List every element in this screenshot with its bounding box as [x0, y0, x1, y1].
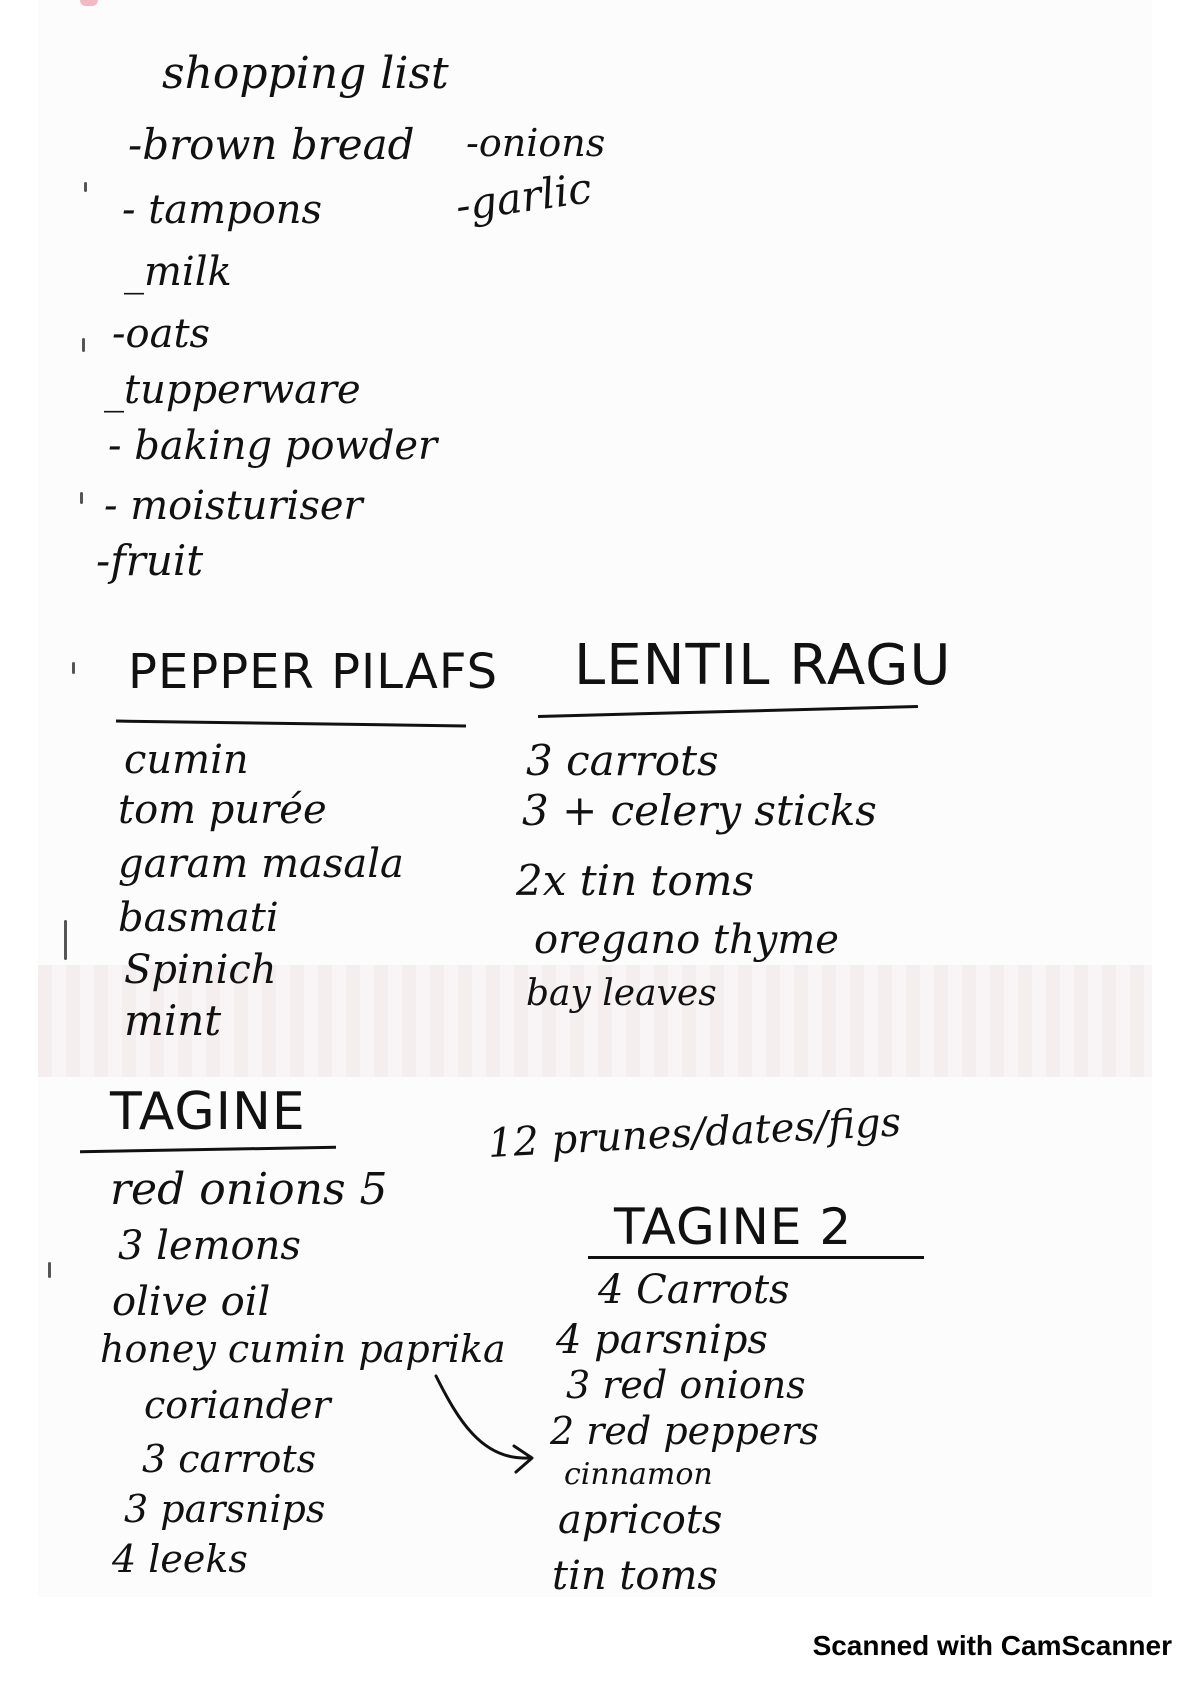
list-item: _tupperware	[104, 367, 361, 413]
camscanner-watermark: Scanned with CamScanner	[812, 1630, 1172, 1661]
list-item: mint	[124, 996, 222, 1045]
list-item: garam masala	[118, 841, 404, 887]
list-item: _milk	[124, 249, 232, 295]
list-item: basmati	[118, 895, 279, 941]
list-item: Spinich	[124, 947, 277, 993]
list-item: - tampons	[122, 187, 323, 233]
list-item: cinnamon	[564, 1457, 713, 1492]
list-item: honey cumin paprika	[100, 1327, 506, 1371]
list-item: 3 lemons	[118, 1223, 301, 1269]
list-item: tin toms	[552, 1553, 718, 1599]
list-item: 3 parsnips	[124, 1487, 326, 1531]
list-item: - baking powder	[108, 423, 438, 469]
tagine-2-title: TAGINE 2	[614, 1198, 853, 1256]
list-item: - moisturiser	[104, 483, 363, 529]
list-item: 4 parsnips	[556, 1317, 768, 1363]
list-item: 3 + celery sticks	[522, 786, 877, 835]
prunes-note: 12 prunes/dates/figs	[486, 1099, 903, 1167]
list-item: -onions	[466, 121, 606, 165]
list-item: apricots	[558, 1497, 723, 1543]
list-item: coriander	[144, 1383, 331, 1427]
list-item: 4 Carrots	[598, 1267, 790, 1313]
list-item: -garlic	[452, 163, 595, 231]
list-item: -oats	[112, 311, 211, 357]
list-item: bay leaves	[526, 973, 717, 1014]
list-item: -brown bread	[128, 120, 415, 169]
tagine-title: TAGINE	[110, 1082, 306, 1142]
list-item: 3 carrots	[526, 736, 719, 785]
list-item: 3 carrots	[142, 1437, 317, 1481]
lentil-ragu-title: LENTIL RAGU	[574, 633, 952, 698]
list-item: tom purée	[118, 787, 327, 833]
list-item: 4 leeks	[112, 1537, 248, 1581]
list-item: oregano thyme	[534, 917, 839, 963]
pepper-pilafs-title: PEPPER PILAFS	[128, 644, 499, 700]
list-item: 3 red onions	[566, 1363, 806, 1407]
list-item: olive oil	[112, 1279, 271, 1325]
list-item: cumin	[124, 737, 249, 783]
shopping-list-title: shopping list	[162, 48, 449, 99]
list-item: red onions 5	[110, 1164, 388, 1215]
list-item: 2 red peppers	[550, 1409, 819, 1453]
list-item: -fruit	[96, 536, 204, 585]
list-item: 2x tin toms	[516, 856, 755, 905]
